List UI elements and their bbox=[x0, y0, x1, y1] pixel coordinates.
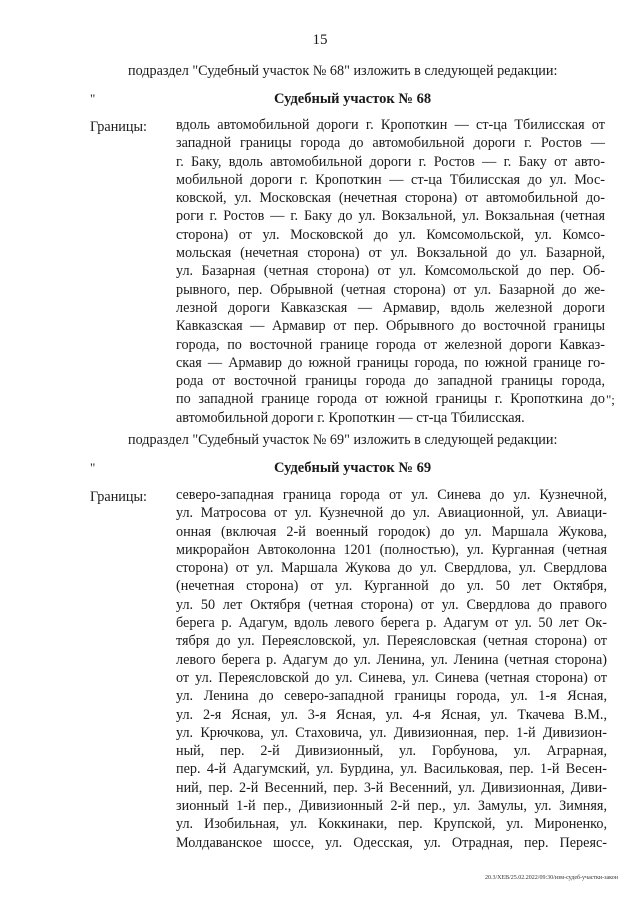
text-line: мольская (нечетная сторона) от ул. Вокзальной до ул. Базарной, bbox=[176, 245, 605, 262]
section-69-intro: подраздел "Судебный участок № 69" изложить в следующей редакции: bbox=[128, 432, 558, 448]
text-line: ул. Матросова от ул. Кузнечной до ул. Авиационной, ул. Авиаци- bbox=[176, 505, 607, 522]
text-line: тября до ул. Переясловской, ул. Переясловская (четная сторона) от bbox=[176, 633, 607, 650]
text-line: западной границы города до автомобильной дороги г. Ростов — bbox=[176, 135, 605, 152]
section-69-label: Границы: bbox=[90, 489, 147, 505]
section-68-label: Границы: bbox=[90, 119, 147, 135]
text-line: зионный 1-й пер., Дивизионный 2-й пер., ул. Замулы, ул. Зимняя, bbox=[176, 798, 607, 815]
text-line: Кавказская — Армавир от пер. Обрывного до восточной границы bbox=[176, 318, 605, 335]
text-line: пер. 4-й Адагумский, ул. Бурдина, ул. Васильковая, пер. 1-й Весен- bbox=[176, 761, 607, 778]
text-line: ковской, ул. Московская (нечетная сторона) от автомобильной до- bbox=[176, 190, 605, 207]
text-line: мобильной дороги г. Кропоткин — ст-ца Тбилисская до ул. Мос- bbox=[176, 171, 605, 188]
text-line: автомобильной дороги г. Кропоткин — ст-ца Тбилисская. bbox=[176, 409, 525, 426]
text-line: микрорайон Автоколонна 1201 (полностью), ул. Курганная (четная bbox=[176, 541, 607, 558]
text-line: ул. 50 лет Октября (четная сторона) от ул. Свердлова до правого bbox=[176, 596, 607, 613]
text-line: лезной дороги Кавказская — Армавир, вдоль железной дороги bbox=[176, 299, 605, 316]
text-line: ул. 2-я Ясная, ул. 3-я Ясная, ул. 4-я Ясная, ул. Ткачева В.М., bbox=[176, 706, 607, 723]
text-line: рода от восточной границы города до западной границы города, bbox=[176, 373, 605, 390]
text-line: сторона) от ул. Московской до ул. Комсомольской, ул. Комсо- bbox=[176, 226, 605, 243]
text-line: ул. Базарная (четная сторона) от ул. Комсомольской до пер. Об- bbox=[176, 263, 605, 280]
section-69-heading: Судебный участок № 69 bbox=[274, 460, 432, 476]
text-line: северо-западная граница города от ул. Синева до ул. Кузнечной, bbox=[176, 487, 607, 503]
section-69-open-quote: " bbox=[90, 460, 96, 475]
section-68-boundaries-text bbox=[176, 116, 605, 427]
text-line: Молдаванское шоссе, ул. Одесская, ул. Отрадная, пер. Переяс- bbox=[176, 834, 607, 851]
text-line: вдоль автомобильной дороги г. Кропоткин — ст-ца Тбилисская от bbox=[176, 117, 605, 133]
text-line: от ул. Переясловской до ул. Синева, ул. Синева (четная сторона) от bbox=[176, 669, 607, 686]
text-line: роги г. Ростов — г. Баку до ул. Вокзальной, ул. Вокзальная (четная bbox=[176, 208, 605, 225]
text-line: ный, пер. 2-й Дивизионный, ул. Горбунова, ул. Аграрная, bbox=[176, 743, 607, 760]
text-line: берега р. Адагум, вдоль левого берега р. Адагум от ул. 50 лет Ок- bbox=[176, 615, 607, 632]
section-68-open-quote: " bbox=[90, 91, 96, 106]
section-68-intro: подраздел "Судебный участок № 68" изложить в следующей редакции: bbox=[128, 63, 558, 79]
text-line: по западной границе города от южной границы г. Кропоткина до bbox=[176, 391, 605, 408]
page-number: 15 bbox=[312, 32, 328, 48]
section-68-close-quote: "; bbox=[606, 392, 615, 407]
text-line: ская — Армавир до южной границы города, по южной границе го- bbox=[176, 354, 605, 371]
section-69-boundaries-text bbox=[176, 486, 607, 852]
text-line: ул. Изобильная, ул. Коккинаки, пер. Крупской, ул. Мироненко, bbox=[176, 816, 607, 833]
text-line: (нечетная сторона) от ул. Курганной до ул. 50 лет Октября, bbox=[176, 578, 607, 595]
text-line: ул. Крючкова, ул. Стаховича, ул. Дивизионная, пер. 1-й Дивизион- bbox=[176, 724, 607, 741]
section-68-heading: Судебный участок № 68 bbox=[274, 91, 432, 107]
text-line: г. Баку, вдоль автомобильной дороги г. Ростов — г. Баку от авто- bbox=[176, 153, 605, 170]
text-line: ний, пер. 2-й Весенний, пер. 3-й Весенний, ул. Дивизионная, Диви- bbox=[176, 779, 607, 796]
text-line: города, по восточной границе города от железной дороги Кавказ- bbox=[176, 336, 605, 353]
text-line: левого берега р. Адагум до ул. Ленина, ул. Ленина (четная сторона) bbox=[176, 651, 607, 668]
text-line: рывного, пер. Обрывной (четная сторона) от ул. Базарной до же- bbox=[176, 281, 605, 298]
text-line: онная (включая 2-й военный городок) до ул. Маршала Жукова, bbox=[176, 523, 607, 540]
document-footer-stamp: 20.3/ХЕВ/25.02.2022/09:30/изм-судеб-участки-закон bbox=[484, 875, 618, 881]
text-line: ул. Ленина до северо-западной границы города, ул. 1-я Ясная, bbox=[176, 688, 607, 705]
text-line: сторона) от ул. Маршала Жукова до ул. Свердлова, ул. Свердлова bbox=[176, 560, 607, 577]
